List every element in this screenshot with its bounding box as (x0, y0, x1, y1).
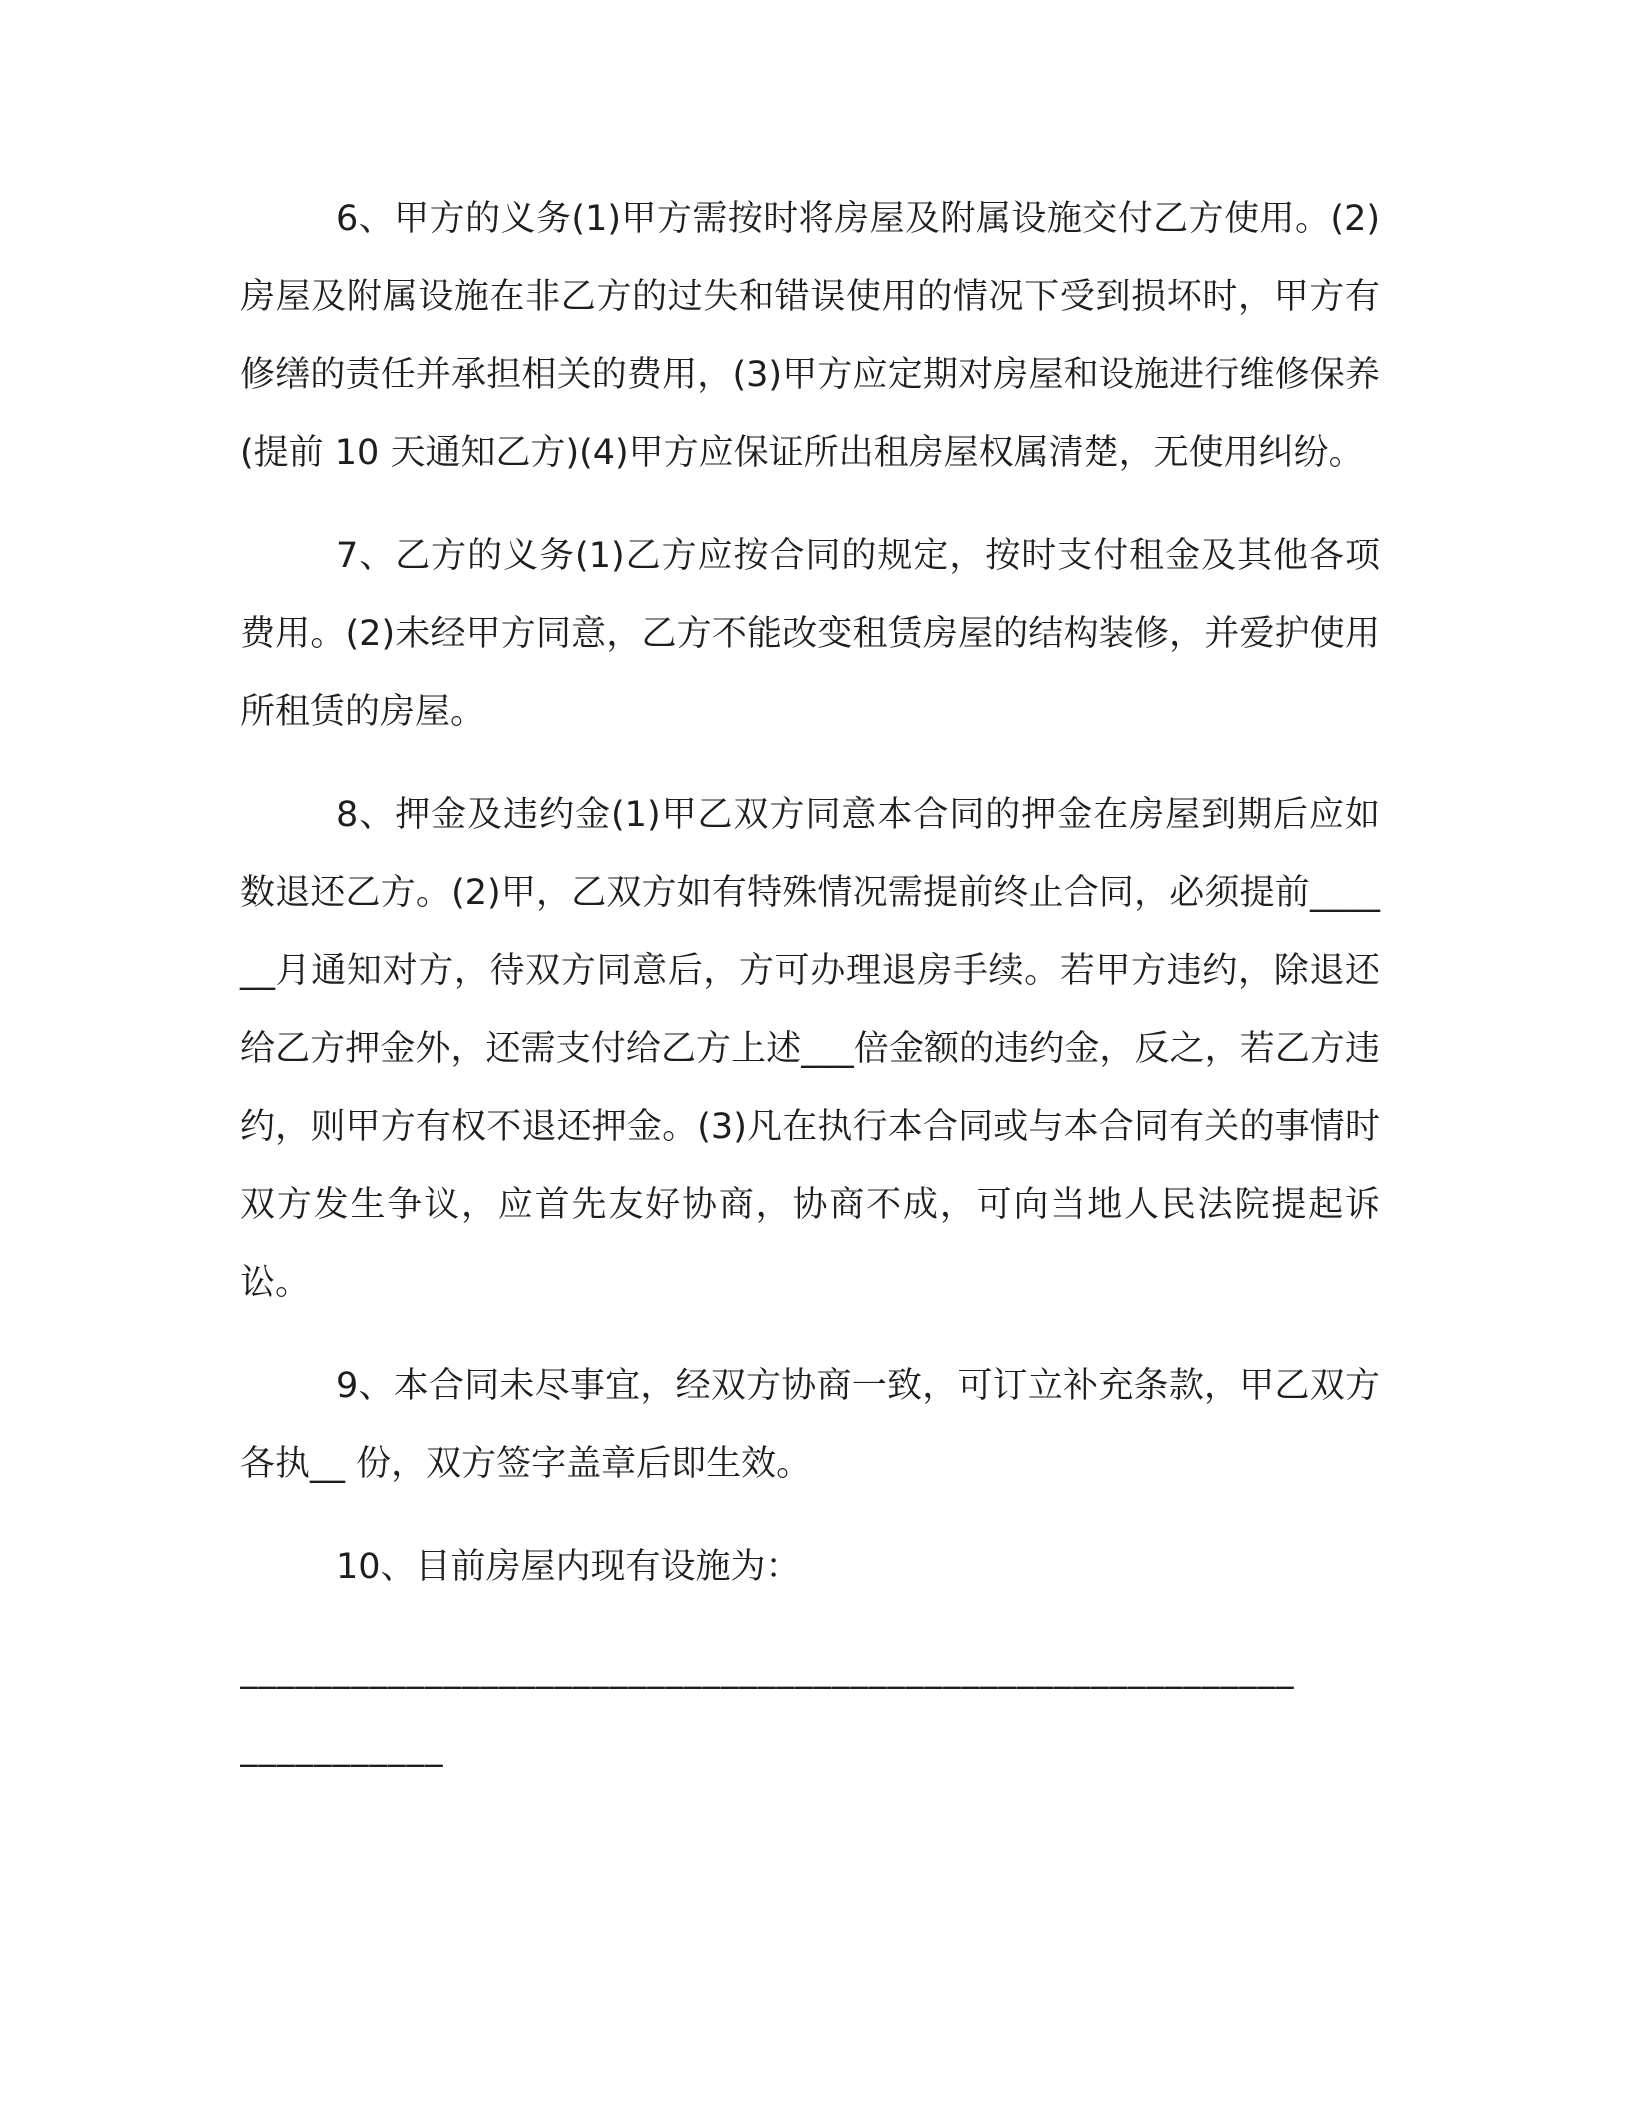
clause-7: 7、乙方的义务(1)乙方应按合同的规定，按时支付租金及其他各项费用。(2)未经甲方同意，乙方不能改变租赁房屋的结构装修，并爱护使用所租赁的房屋。 (240, 536, 1380, 732)
facilities-blank-line-2: ___________ (240, 1728, 444, 1768)
contract-body (240, 180, 1380, 1787)
facilities-blank-line-1: _________________________________________________________ (240, 1650, 1295, 1690)
clause-8: 8、押金及违约金(1)甲乙双方同意本合同的押金在房屋到期后应如数退还乙方。(2)甲，乙双方如有特殊情况需提前终止合同，必须提前______月通知对方，待双方同意后，方可办理退房手续。若甲方违约，除退还给乙方押金外，还需支付给乙方上述___倍金额的违约金，反之，若乙方违约，则甲方有权不退还押金。(3)凡在执行本合同或与本合同有关的事情时双方发生争议，应首先友好协商，协商不成，可向当地人民法院提起诉讼。 (240, 795, 1380, 1303)
clause-6: 6、甲方的义务(1)甲方需按时将房屋及附属设施交付乙方使用。(2)房屋及附属设施在非乙方的过失和错误使用的情况下受到损坏时，甲方有修缮的责任并承担相关的费用，(3)甲方应定期对房屋和设施进行维修保养(提前 10 天通知乙方)(4)甲方应保证所出租房屋权属清楚，无使用纠纷。 (240, 199, 1380, 473)
clause-10: 10、目前房屋内现有设施为： (336, 1547, 801, 1587)
clause-9: 9、本合同未尽事宜，经双方协商一致，可订立补充条款，甲乙双方各执__ 份，双方签字盖章后即生效。 (240, 1366, 1380, 1484)
